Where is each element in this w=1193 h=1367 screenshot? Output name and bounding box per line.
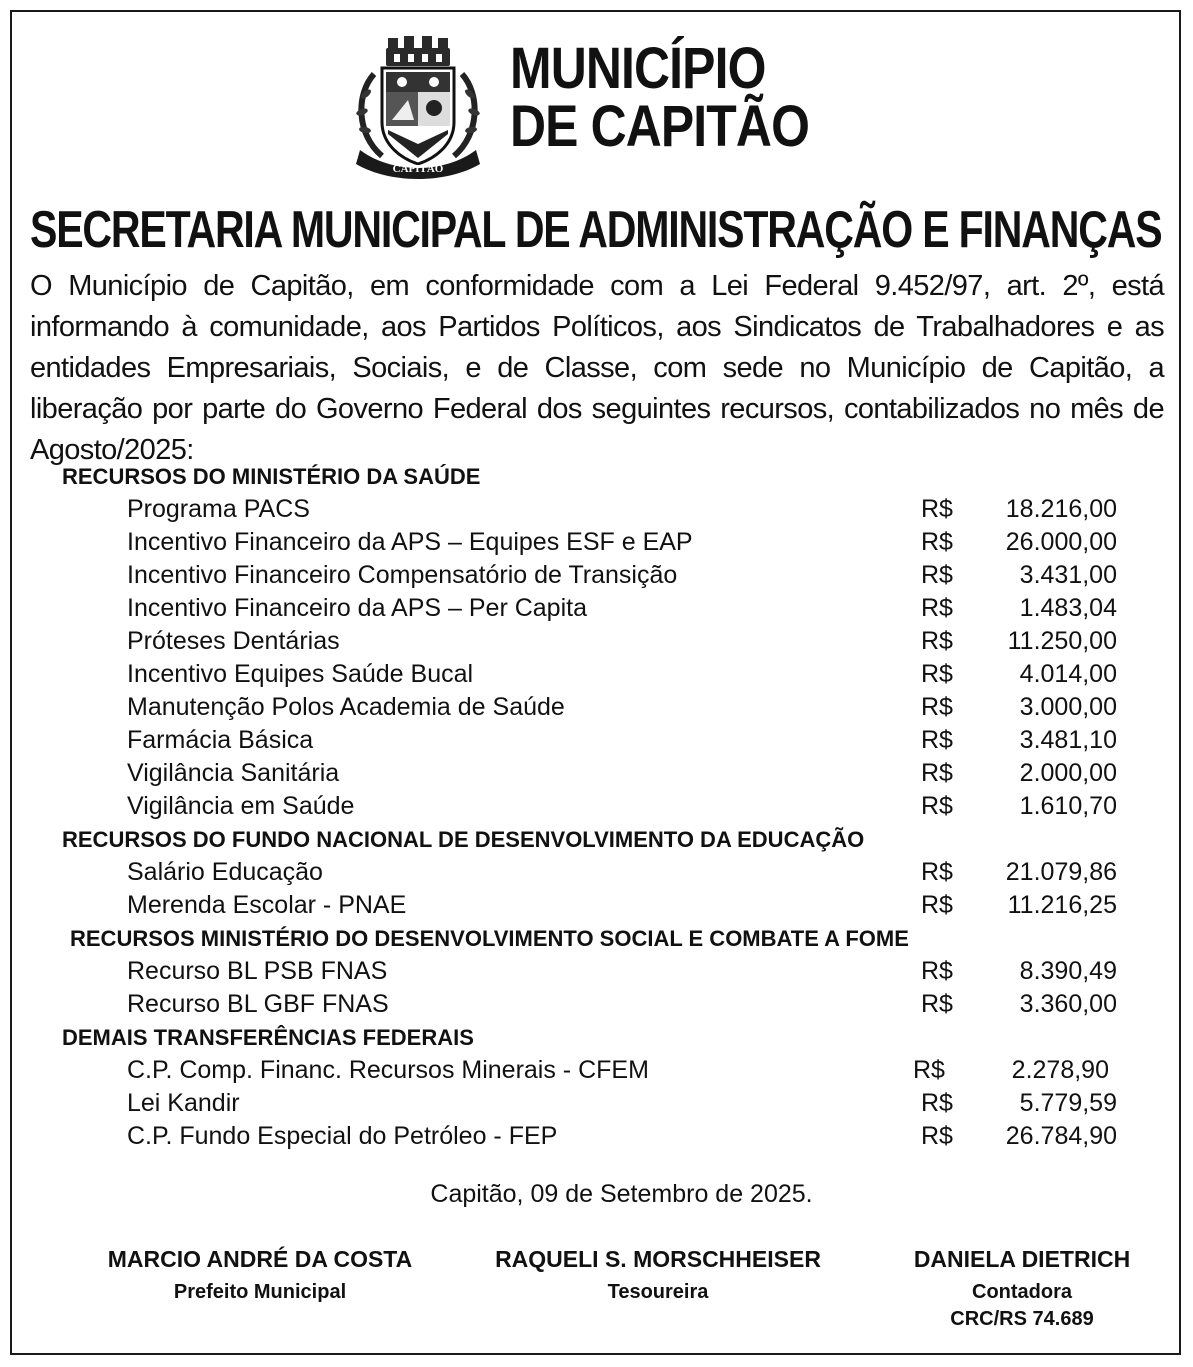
list-item: Merenda Escolar - PNAE R$ 11.216,25 [127, 891, 1117, 919]
list-item: Salário Educação R$ 21.079,86 [127, 858, 1117, 886]
municipal-coat-of-arms-icon [352, 34, 484, 180]
signatory-name: MARCIO ANDRÉ DA COSTA [107, 1246, 413, 1272]
list-item: C.P. Fundo Especial do Petróleo - FEP R$ 26.784,90 [127, 1122, 1117, 1150]
section-heading: RECURSOS MINISTÉRIO DO DESENVOLVIMENTO SOCIAL E COMBATE A FOME [70, 926, 909, 951]
list-item: Próteses Dentárias R$ 11.250,00 [127, 627, 1117, 655]
list-item: Lei Kandir R$ 5.779,59 [127, 1089, 1117, 1117]
list-item: Manutenção Polos Academia de Saúde R$ 3.000,00 [127, 693, 1117, 721]
signature-block [470, 1246, 846, 1304]
list-item: Vigilância Sanitária R$ 2.000,00 [127, 759, 1117, 787]
signature-block [82, 1246, 438, 1304]
intro-paragraph: O Município de Capitão, em conformidade com a Lei Federal 9.452/97, art. 2º, está informando à comunidade, aos Partidos Políticos, aos Sindicatos de Trabalhadores e as entidades Empresariais, Sociais, e de Classe, com sede no Município de Capitão, a liberação por parte do Governo Federal dos seguintes recursos, contabilizados no mês de Agosto/2025: [30, 270, 1164, 466]
signatory-name: RAQUELI S. MORSCHHEISER [495, 1246, 821, 1272]
list-item: Vigilância em Saúde R$ 1.610,70 [127, 792, 1117, 820]
resources-list [0, 460, 1193, 1153]
municipality-line-2: DE CAPITÃO [510, 94, 810, 159]
municipality-line-1: MUNICÍPIO [510, 36, 766, 101]
section-heading: RECURSOS DO MINISTÉRIO DA SAÚDE [62, 464, 481, 489]
municipality-name [510, 36, 810, 159]
place-date: Capitão, 09 de Setembro de 2025. [430, 1180, 813, 1208]
section-heading: DEMAIS TRANSFERÊNCIAS FEDERAIS [62, 1025, 474, 1050]
signatory-role: Tesoureira [607, 1281, 709, 1303]
list-item: Incentivo Equipes Saúde Bucal R$ 4.014,00 [127, 660, 1117, 688]
list-item: Incentivo Financeiro da APS – Equipes ESF e EAP R$ 26.000,00 [127, 528, 1117, 556]
signatory-name: DANIELA DIETRICH [913, 1246, 1131, 1272]
secretaria-title: SECRETARIA MUNICIPAL DE ADMINISTRAÇÃO E FINANÇAS [30, 201, 1162, 259]
list-item: C.P. Comp. Financ. Recursos Minerais - CFEM R$ 2.278,90 [127, 1056, 1109, 1084]
signatory-registration: CRC/RS 74.689 [950, 1308, 1094, 1330]
section-heading: RECURSOS DO FUNDO NACIONAL DE DESENVOLVIMENTO DA EDUCAÇÃO [62, 827, 865, 852]
list-item: Incentivo Financeiro da APS – Per Capita R$ 1.483,04 [127, 594, 1117, 622]
svg-text:CAPITÃO: CAPITÃO [392, 163, 444, 175]
list-item: Recurso BL GBF FNAS R$ 3.360,00 [127, 990, 1117, 1018]
signature-block [896, 1246, 1148, 1331]
signatory-role: Prefeito Municipal [173, 1281, 347, 1303]
list-item: Recurso BL PSB FNAS R$ 8.390,49 [127, 957, 1117, 985]
list-item: Incentivo Financeiro Compensatório de Transição R$ 3.431,00 [127, 561, 1117, 589]
list-item: Farmácia Básica R$ 3.481,10 [127, 726, 1117, 754]
signatory-role: Contadora [972, 1281, 1072, 1303]
list-item: Programa PACS R$ 18.216,00 [127, 495, 1117, 523]
